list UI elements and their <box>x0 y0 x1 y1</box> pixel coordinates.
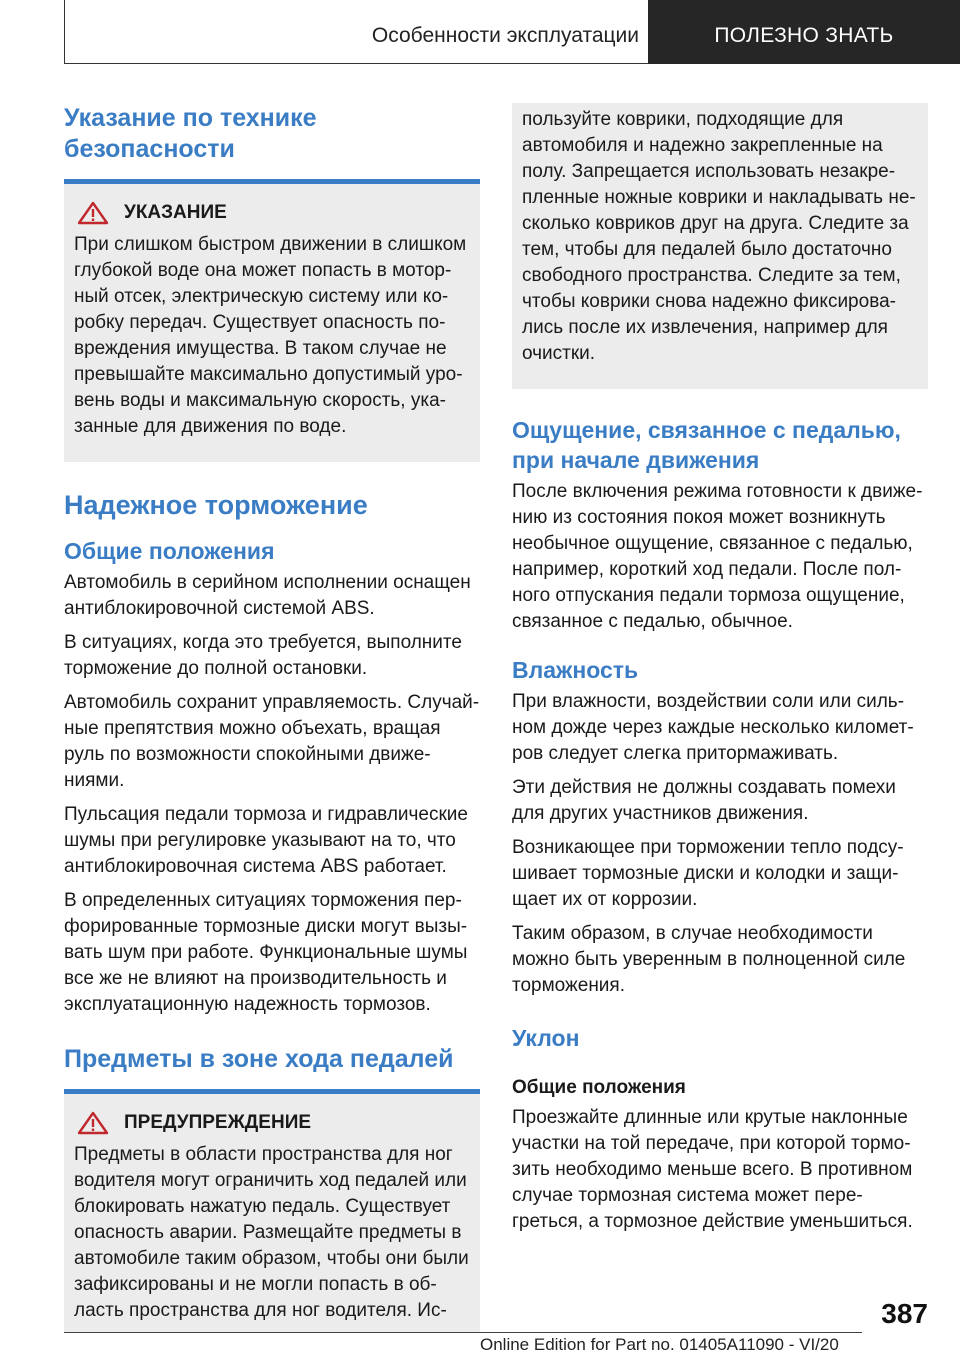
notice-text: При слишком быстром движении в слишком глубокой воде она может попасть в мотор- ный отсек, электрическую систему или ко- робку передач. Существует опасность по- вреждения имущества. В таком случае не превышайте максимально допустимый уро- вень воды и максимальную скорость, ука- занные для движения по воде. <box>74 234 467 437</box>
warning-box <box>64 1094 480 1332</box>
warning-title: ПРЕДУПРЕЖДЕНИЕ <box>124 1112 312 1133</box>
paragraph: После включения режима готовности к движе- нию из состояния покоя может возникнуть необычное ощущение, связанное с педалью, например, короткий ход педали. После пол- ного отпускания педали тормоза ощущение, связанное с педалью, обычное. <box>512 481 923 632</box>
header-section-title: Особенности эксплуатации <box>371 24 639 47</box>
warning-title-row <box>74 1110 470 1136</box>
paragraph: Эти действия не должны создавать помехи для других участников движения. <box>512 777 896 824</box>
paragraph: Возникающее при торможении тепло подсу- шивает тормозные диски и колодки и защи- щает их от коррозии. <box>512 837 904 910</box>
warning-triangle-icon <box>76 1111 110 1135</box>
header-chapter-tab: ПОЛЕЗНО ЗНАТЬ <box>648 0 960 64</box>
general-heading: Общие положения <box>64 538 275 564</box>
paragraph: При влажности, воздействии соли или силь- ном дожде через каждые несколько километ- ров следует слегка притормаживать. <box>512 691 914 764</box>
pedal-feel-heading: Ощущение, связанное с педалью, при начале движения <box>512 417 901 473</box>
humidity-heading: Влажность <box>512 657 639 683</box>
warning-triangle-icon <box>76 201 110 225</box>
paragraph: Автомобиль сохранит управляемость. Случай- ные препятствия можно объехать, вращая руль по возможности спокойными движе- ниями. <box>64 692 480 791</box>
pedal-objects-heading: Предметы в зоне хода педалей <box>64 1045 454 1073</box>
slope-heading: Уклон <box>512 1025 580 1051</box>
warning-text: Предметы в области пространства для ног водителя могут ограничить ход педалей или блокировать нажатую педаль. Существует опасность аварии. Размещайте предметы в автомобиле таким образом, чтобы они были зафиксированы и не могли попасть в об- ласть пространства для ног водителя. Ис- <box>74 1144 469 1321</box>
notice-title-row <box>74 200 470 226</box>
braking-heading: Надежное торможение <box>64 490 368 520</box>
header-bottom-rule <box>64 63 648 64</box>
warning-text-continued: пользуйте коврики, подходящие для автомобиля и надежно закрепленные на полу. Запрещается использовать незакре- пленные ножные коврики и накладывать не- сколько ковриков друг на друга. Следите за тем, чтобы для педалей было достаточно свободного пространства. Следите за тем, чтобы коврики снова надежно фиксирова- лись после их извлечения, например для очистки. <box>522 109 916 364</box>
safety-heading: Указание по технике безопасности <box>64 104 317 163</box>
paragraph: Проезжайте длинные или крутые наклонные участки на той передаче, при которой тормо- зить необходимо меньше всего. В противном случае тормозная система может пере- греться, а тормозное действие уменьшиться. <box>512 1107 913 1232</box>
paragraph: В определенных ситуациях торможения пер- форированные тормозные диски могут вызы- вать шум при работе. Функциональные шумы все же не влияют на производительность и эксплуатационную надежность тормозов. <box>64 890 468 1015</box>
right-column <box>512 103 928 1235</box>
paragraph: Автомобиль в серийном исполнении оснащен антиблокировочной системой ABS. <box>64 572 471 619</box>
notice-box <box>64 184 480 462</box>
left-column <box>64 103 480 1332</box>
slope-general-heading: Общие положения <box>512 1077 686 1098</box>
paragraph: Таким образом, в случае необходимости можно быть уверенным в полноценной силе торможения. <box>512 923 906 996</box>
footer-edition: Online Edition for Part no. 01405A11090 - VI/20 <box>480 1335 839 1354</box>
warning-box-continued <box>512 103 928 389</box>
page-number: 387 <box>881 1298 928 1329</box>
paragraph: Пульсация педали тормоза и гидравлические шумы при регулировке указывают на то, что антиблокировочная система ABS работает. <box>64 804 468 877</box>
footer-rule <box>64 1332 862 1333</box>
paragraph: В ситуациях, когда это требуется, выполните торможение до полной остановки. <box>64 632 462 679</box>
notice-title: УКАЗАНИЕ <box>124 202 227 223</box>
